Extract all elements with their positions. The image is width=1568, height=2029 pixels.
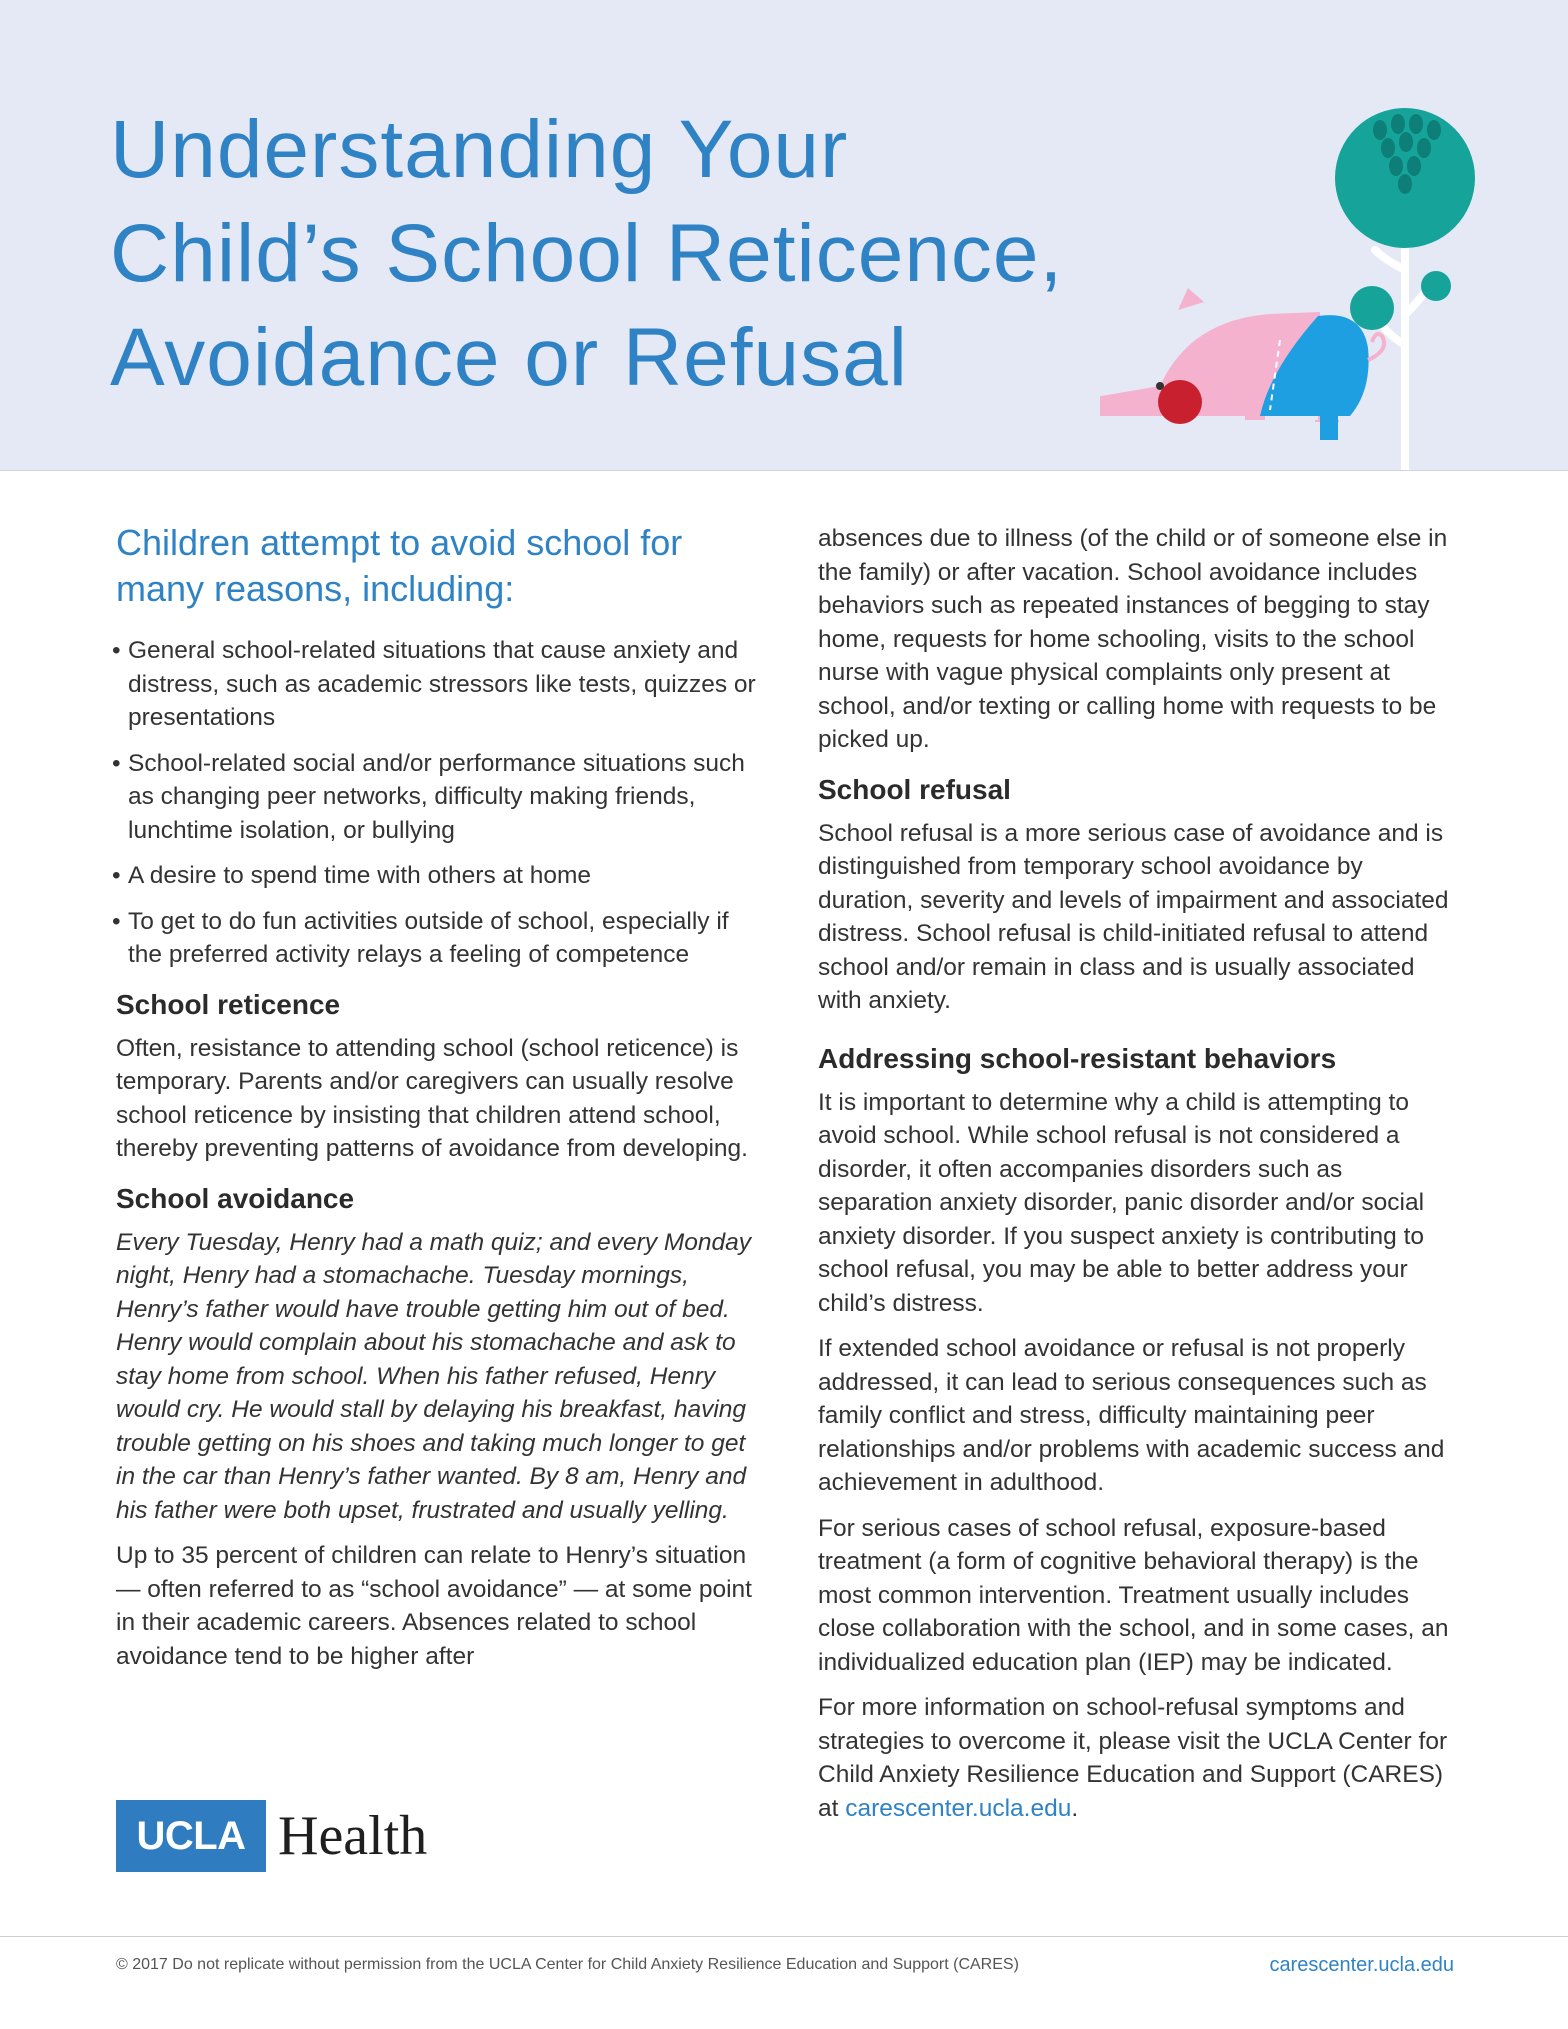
school-reticence-heading: School reticence	[116, 988, 341, 1020]
addressing-paragraph-3: For serious cases of school refusal, exposure-based treatment (a form of cognitive behavioral therapy) is the most common intervention. Treatment usually includes close collaboration with the school, and in some cases, an individualized education plan (IEP) may be indicated.	[818, 1514, 1449, 1676]
school-reticence-text: Often, resistance to attending school (school reticence) is temporary. Parents and/or caregivers can usually resolve school reticence by insisting that children attend school, thereby preventing patterns of avoidance from developing.	[116, 1034, 748, 1162]
list-item: • To get to do fun activities outside of school, especially if the preferred activity relays a feeling of competence	[116, 905, 756, 972]
left-column	[116, 520, 756, 1685]
addressing-heading: Addressing school-resistant behaviors	[818, 1042, 1337, 1074]
right-column	[818, 522, 1458, 1837]
list-item: • School-related social and/or performance situations such as changing peer networks, difficulty making friends, lunchtime isolation, or bullying	[116, 747, 756, 848]
page-title	[110, 98, 1140, 410]
addressing-paragraph-1: It is important to determine why a child is attempting to avoid school. While school refusal is not considered a disorder, it often accompanies disorders such as separation anxiety disorder, panic disorder and/or social anxiety disorder. If you suspect anxiety is contributing to school refusal, you may be able to better address your child’s distress.	[818, 1088, 1425, 1317]
addressing-paragraph-2: If extended school avoidance or refusal is not properly addressed, it can lead to serious consequences such as family conflict and stress, difficulty maintaining peer relationships and/or problems with academic success and achievement in adulthood.	[818, 1335, 1445, 1496]
footer-copyright: © 2017 Do not replicate without permission from the UCLA Center for Child Anxiety Resilience Education and Support (CARES)	[116, 1956, 1019, 1973]
more-info-text: For more information on school-refusal symptoms and strategies to overcome it, please visit the UCLA Center for Child Anxiety Resilience Education and Support (CARES) at	[818, 1694, 1448, 1822]
school-avoidance-continued: absences due to illness (of the child or of someone else in the family) or after vacation. School avoidance includes behaviors such as repeated instances of begging to stay home, requests for home schooling, visits to the school nurse with vague physical complaints only present at school, and/or texting or calling home with requests to be picked up.	[818, 525, 1448, 753]
list-item: • A desire to spend time with others at home	[116, 859, 756, 893]
title-line-3: Avoidance or Refusal	[110, 312, 908, 403]
tree-icon	[1370, 215, 1430, 470]
footer-divider	[0, 1936, 1568, 1937]
more-info-period: .	[1071, 1794, 1079, 1822]
header-banner	[0, 0, 1568, 471]
school-refusal-text: School refusal is a more serious case of avoidance and is distinguished from temporary school avoidance by duration, severity and levels of impairment and associated distress. School refusal is child-initiated refusal to attend school and/or remain in class and is usually associated with anxiety.	[818, 819, 1449, 1014]
more-info-paragraph	[818, 1691, 1458, 1825]
cares-link[interactable]: carescenter.ucla.edu	[845, 1794, 1072, 1822]
title-line-2: Child’s School Reticence,	[110, 208, 1064, 299]
school-avoidance-heading: School avoidance	[116, 1182, 355, 1214]
intro-heading: Children attempt to avoid school for many reasons, including:	[116, 522, 683, 609]
list-item: • General school-related situations that cause anxiety and distress, such as academic stressors like tests, quizzes or presentations	[116, 634, 756, 735]
pig-icon	[1100, 288, 1384, 440]
footer-link[interactable]: carescenter.ucla.edu	[1269, 1954, 1454, 1976]
ucla-health-logo	[116, 1800, 427, 1872]
henry-story: Every Tuesday, Henry had a math quiz; and every Monday night, Henry had a stomachache. Tuesday mornings, Henry’s father would have trouble getting him out of bed. Henry would complain about his stomachache and ask to stay home from school. When his father refused, Henry would cry. He would stall by delaying his breakfast, having trouble getting on his shoes and taking much longer to get in the car than Henry’s father wanted. By 8 am, Henry and his father were both upset, frustrated and usually yelling.	[116, 1228, 752, 1524]
title-line-1: Understanding Your	[110, 104, 849, 195]
pig-and-tree-illustration	[1100, 90, 1500, 470]
ucla-logo-box: UCLA	[116, 1800, 266, 1872]
school-refusal-heading: School refusal	[818, 773, 1011, 805]
reasons-list	[116, 634, 756, 972]
school-avoidance-text: Up to 35 percent of children can relate to Henry’s situation — often referred to as “school avoidance” — at some point in their academic careers. Absences related to school avoidance tend to be higher after	[116, 1542, 752, 1670]
health-wordmark: Health	[278, 1805, 428, 1867]
